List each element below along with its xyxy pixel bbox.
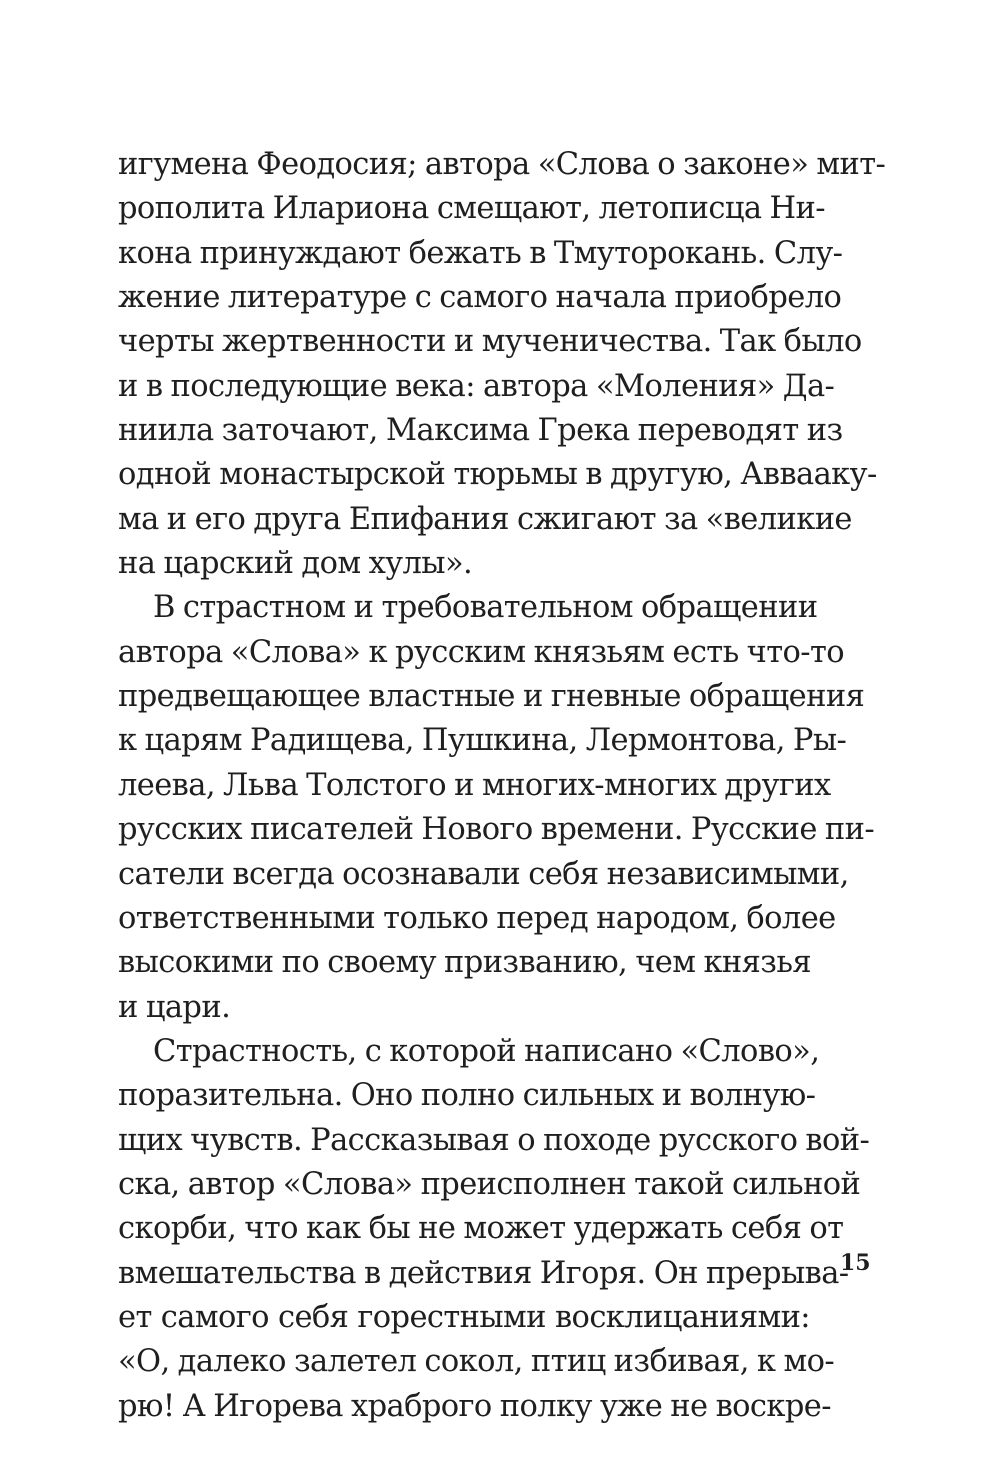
text-line: игумена Феодосия; автора «Слова о законе» мит- [118,147,886,182]
text-line: рополита Илариона смещают, летописца Ни- [118,191,825,227]
text-line: вмешательства в действия Игоря. Он прерыва- [118,1255,849,1291]
text-line: ма и его друга Епифания сжигают за «великие [118,501,852,537]
text-line: предвещающее властные и гневные обращения [118,679,865,715]
text-line: ет самого себя горестными восклицаниями: [118,1299,810,1335]
text-line: сатели всегда осознавали себя независимыми, [118,856,849,892]
text-line: ниила заточают, Максима Грека переводят из [118,413,843,449]
text-line: рю! А Игорева храброго полку уже не воскре- [118,1388,831,1424]
text-line: и цари. [118,989,231,1025]
text-line: русских писателей Нового времени. Русские пи- [118,812,875,848]
text-line: высокими по своему призванию, чем князья [118,945,811,981]
text-line: ответственными только перед народом, более [118,900,836,936]
text-line: скорби, что как бы не может удержать себя от [118,1211,844,1247]
text-line: «О, далеко залетел сокол, птиц избивая, к мо- [118,1344,835,1380]
paragraph-first-line: В страстном и требовательном обращении [153,590,818,626]
text-line: кона принуждают бежать в Тмуторокань. Слу- [118,235,843,271]
text-line: жение литературе с самого начала приобрело [118,280,842,316]
page-number: 15 [840,1250,871,1276]
text-line: поразительна. Оно полно сильных и волную- [118,1078,816,1114]
text-line: леева, Льва Толстого и многих-многих других [118,767,831,803]
text-line: на царский дом хулы». [118,546,473,582]
text-line: автора «Слова» к русским князьям есть что-то [118,634,845,670]
text-line: щих чувств. Рассказывая о походе русского вой- [118,1122,870,1158]
text-line: и в последующие века: автора «Моления» Да- [118,368,835,404]
paragraph-first-line: Страстность, с которой написано «Слово», [153,1033,820,1069]
text-line: к царям Радищева, Пушкина, Лермонтова, Ры- [118,723,847,759]
text-line: ска, автор «Слова» преисполнен такой сильной [118,1166,861,1202]
text-line: одной монастырской тюрьмы в другую, Аввааку- [118,457,877,493]
text-line: черты жертвенности и мученичества. Так было [118,324,862,360]
